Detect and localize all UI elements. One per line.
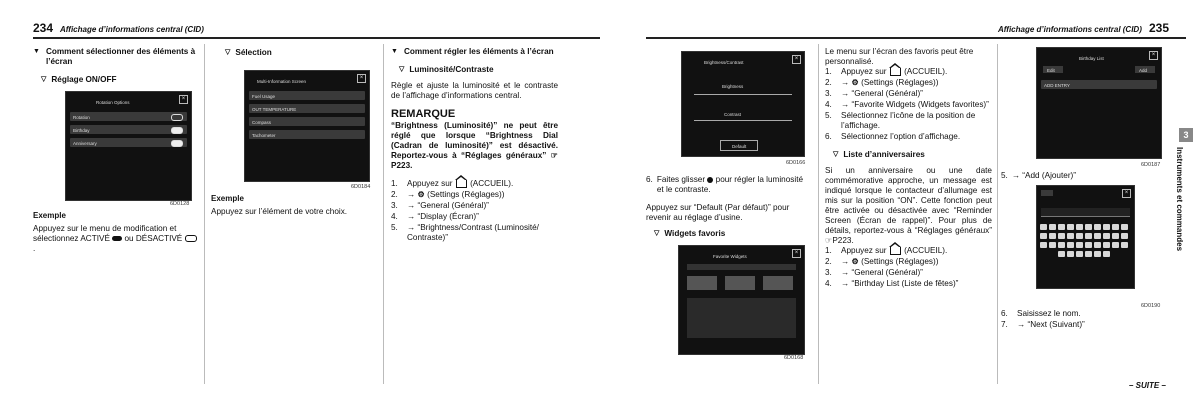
keyboard-key[interactable] — [1076, 251, 1083, 257]
figure-birthday-list — [1004, 47, 1164, 171]
keyboard-key[interactable] — [1067, 242, 1074, 248]
figure-onoff — [33, 91, 198, 209]
step-item: 4. → “Birthday List (Liste de fêtes)” — [825, 279, 959, 288]
keyboard-key[interactable] — [1085, 242, 1092, 248]
triangle-outline-icon: ▽ — [225, 49, 231, 56]
toggle-on-icon[interactable] — [171, 127, 183, 134]
screen-title: Favorite Widgets — [713, 254, 747, 259]
figure-code: 6D0166 — [786, 160, 806, 166]
close-icon[interactable]: × — [179, 95, 188, 104]
page-number-right: 235 — [1149, 21, 1170, 35]
section-heading — [391, 47, 558, 57]
keyboard-key[interactable] — [1121, 233, 1128, 239]
step-item: 2. → ⚙ (Settings (Réglages)) — [391, 190, 505, 199]
screen-row[interactable]: Birthday — [70, 125, 187, 134]
keyboard-key[interactable] — [1058, 233, 1065, 239]
keyboard-key[interactable] — [1049, 242, 1056, 248]
add-button[interactable]: Add — [1135, 66, 1155, 73]
keyboard-key[interactable] — [1112, 242, 1119, 248]
body-text: Le menu sur l’écran des favoris peut être personnalisé. — [825, 47, 974, 66]
figure-selection — [211, 64, 376, 192]
step-item: 2. → ⚙ (Settings (Réglages)) — [825, 257, 939, 266]
section-title: Comment sélectionner des éléments à l’écran — [45, 47, 196, 66]
keyboard-key[interactable] — [1076, 224, 1083, 230]
right-col-1 — [646, 47, 811, 363]
screen-text — [687, 264, 796, 270]
keyboard-key[interactable] — [1112, 233, 1119, 239]
body-text: Appuyez sur “Default (Par défaut)” pour revenir au réglage d’usine. — [646, 203, 790, 222]
keyboard-key[interactable] — [1103, 233, 1110, 239]
home-icon — [890, 247, 901, 255]
screen-favorite-widgets — [678, 245, 805, 355]
body-text: Appuyez sur le menu de modification et sélectionnez ACTIVÉ ou DÉSACTIVÉ . — [33, 224, 198, 254]
subsection-heading — [225, 48, 376, 58]
screen-title: Rotation Options — [96, 100, 130, 105]
step-item: 3. → “General (Général)” — [825, 268, 923, 277]
screen-label: Contrast — [724, 112, 742, 117]
figure-widgets — [646, 245, 811, 363]
screen-row[interactable]: Rotation — [70, 112, 187, 121]
default-button[interactable]: Default — [720, 140, 758, 151]
keyboard-key[interactable] — [1103, 251, 1110, 257]
subsection-title: Widgets favoris — [664, 229, 726, 238]
step-item: 1. Appuyez sur (ACCUEIL). — [825, 246, 948, 255]
subsection-heading — [833, 150, 992, 160]
figure-code: 6D0128 — [170, 201, 190, 207]
widget-slot[interactable] — [763, 276, 793, 290]
keyboard-key[interactable] — [1049, 233, 1056, 239]
keyboard-key[interactable] — [1121, 224, 1128, 230]
gear-icon: ⚙ — [851, 78, 859, 87]
close-icon[interactable]: × — [357, 74, 366, 83]
left-col-1 — [33, 47, 198, 254]
keyboard-key[interactable] — [1067, 224, 1074, 230]
contrast-slider[interactable] — [694, 120, 792, 121]
widget-slot[interactable] — [687, 276, 717, 290]
right-page — [600, 0, 1200, 402]
keyboard-key[interactable] — [1067, 233, 1074, 239]
triangle-icon: ▼ — [391, 48, 398, 55]
keyboard-key[interactable] — [1058, 251, 1065, 257]
body-text: Règle et ajuste la luminosité et le contraste de l’affichage d’informations central. — [391, 81, 558, 100]
right-col-3 — [1001, 47, 1164, 331]
triangle-outline-icon: ▽ — [654, 230, 660, 237]
keyboard-key[interactable] — [1040, 233, 1047, 239]
keyboard-key[interactable] — [1058, 224, 1065, 230]
body-text: Si un anniversaire ou une date commémorative approche, un message est indiqué lorsque le contacteur d’allumage est mis sur la position “ON”. Cette fonction peut être activée ou désactivée avec “Reminder Screen (Écran de rappel)”. Pour plus de détails, reportez-vous à “Réglages généraux” ☞P223. — [825, 166, 992, 245]
column-divider — [204, 44, 205, 384]
keyboard-key[interactable] — [1103, 224, 1110, 230]
step-list — [825, 246, 992, 289]
subsection-title: Liste d’anniversaires — [843, 150, 925, 159]
keyboard-key[interactable] — [1040, 224, 1047, 230]
subsection-heading — [41, 75, 198, 85]
close-icon[interactable]: × — [792, 249, 801, 258]
keyboard-key[interactable] — [1076, 242, 1083, 248]
page-number-left: 234 — [33, 21, 54, 35]
subsection-heading — [654, 229, 811, 239]
keyboard-key[interactable] — [1049, 224, 1056, 230]
remark-title: REMARQUE — [391, 108, 456, 120]
screen-title: Birthday List — [1079, 56, 1104, 61]
screen-keyboard — [1036, 185, 1135, 289]
keyboard[interactable] — [1040, 224, 1130, 264]
widget-grid — [687, 298, 796, 338]
step-item: 5. → “Add (Ajouter)” — [1001, 171, 1076, 180]
toggle-icon[interactable] — [171, 114, 183, 121]
screen-row[interactable]: ADD ENTRY — [1041, 80, 1157, 89]
triangle-outline-icon: ▽ — [399, 66, 405, 73]
step-item: 1. Appuyez sur (ACCUEIL). — [825, 67, 948, 76]
subsection-title: Réglage ON/OFF — [51, 75, 117, 84]
subsection-title: Sélection — [235, 48, 272, 57]
subsection-title: Luminosité/Contraste — [409, 65, 494, 74]
column-divider — [997, 44, 998, 384]
figure-caption: Exemple — [33, 211, 66, 220]
screen-row[interactable]: Anniversary — [70, 138, 187, 147]
keyboard-key[interactable] — [1094, 251, 1101, 257]
triangle-icon: ▼ — [33, 48, 40, 55]
widget-slot[interactable] — [725, 276, 755, 290]
screen-row[interactable]: Fuel Usage — [249, 91, 365, 100]
keyboard-key[interactable] — [1085, 233, 1092, 239]
keyboard-key[interactable] — [1094, 242, 1101, 248]
step-item: 3. → “General (Général)” — [391, 201, 489, 210]
step-list — [391, 179, 558, 243]
name-input[interactable] — [1041, 208, 1130, 217]
figure-code: 6D0184 — [351, 184, 371, 190]
step-item: 3. → “General (Général)” — [825, 89, 923, 98]
keyboard-key[interactable] — [1040, 242, 1047, 248]
step-item: 7. → “Next (Suivant)” — [1001, 320, 1085, 329]
keyboard-key[interactable] — [1058, 242, 1065, 248]
step-item: 6. Saisissez le nom. — [1001, 309, 1081, 318]
body-text: Appuyez sur l’élément de votre choix. — [211, 207, 348, 216]
close-icon[interactable]: × — [792, 55, 801, 64]
keyboard-key[interactable] — [1103, 242, 1110, 248]
keyboard-key[interactable] — [1094, 233, 1101, 239]
slider-knob-icon — [707, 177, 713, 183]
home-icon — [890, 68, 901, 76]
section-heading — [33, 47, 198, 67]
keyboard-key[interactable] — [1094, 224, 1101, 230]
close-icon[interactable]: × — [1149, 51, 1158, 60]
figure-code: 6D0168 — [784, 355, 804, 361]
gear-icon: ⚙ — [851, 257, 859, 266]
figure-code: 6D0187 — [1141, 162, 1161, 168]
step-item: 2. → ⚙ (Settings (Réglages)) — [825, 78, 939, 87]
back-button[interactable] — [1041, 190, 1053, 196]
subsection-heading — [399, 65, 558, 75]
screen-title: Brightness/Contrast — [704, 60, 744, 65]
header-rule-right — [646, 37, 1186, 39]
header-rule-left — [33, 37, 600, 39]
step-item: 1. Appuyez sur (ACCUEIL). — [391, 179, 514, 188]
screen-row[interactable]: Tachometer — [249, 130, 365, 139]
keyboard-key[interactable] — [1076, 233, 1083, 239]
toggle-on-icon[interactable] — [171, 140, 183, 147]
keyboard-key[interactable] — [1085, 251, 1092, 257]
screen-label: Brightness — [722, 84, 744, 89]
step-list — [1001, 309, 1164, 330]
header-title-left: Affichage d’informations central (CID) — [60, 25, 204, 34]
brightness-slider[interactable] — [694, 94, 792, 95]
header-title-right: Affichage d’informations central (CID) — [998, 25, 1142, 34]
step-item: 5. → “Brightness/Contrast (Luminosité/ Contraste)” — [391, 223, 539, 242]
toggle-on-icon — [112, 236, 122, 241]
figure-keyboard — [1004, 185, 1164, 309]
step-item: 5. Sélectionnez l’icône de la position de l’affichage. — [825, 111, 976, 130]
step-list — [825, 67, 992, 142]
left-col-3 — [391, 47, 558, 244]
gear-icon: ⚙ — [417, 190, 425, 199]
remark-body: “Brightness (Luminosité)” ne peut être réglé que lorsque “Brightness Dial (Cadran de luminosité)” est désactivé. Reportez-vous à “Réglages généraux” ☞P223. — [391, 121, 558, 170]
figure-brightness — [646, 47, 811, 167]
keyboard-key[interactable] — [1085, 224, 1092, 230]
continued-label: – SUITE – — [1129, 381, 1166, 390]
close-icon[interactable]: × — [1122, 189, 1131, 198]
keyboard-key[interactable] — [1067, 251, 1074, 257]
screen-row[interactable]: OUT TEMPERATURE — [249, 104, 365, 113]
chapter-tab: 3 — [1179, 128, 1193, 142]
keyboard-key[interactable] — [1121, 242, 1128, 248]
chapter-label: Instruments et commandes — [1175, 147, 1184, 252]
screen-multi-information — [244, 70, 370, 182]
home-icon — [456, 180, 467, 188]
screen-row[interactable]: Compass — [249, 117, 365, 126]
right-col-2 — [825, 47, 992, 290]
left-col-2 — [211, 47, 376, 217]
column-divider — [818, 44, 819, 384]
screen-rotation-options — [65, 91, 192, 201]
triangle-outline-icon: ▽ — [41, 76, 47, 83]
keyboard-key[interactable] — [1112, 224, 1119, 230]
step-item: 6. Sélectionnez l’option d’affichage. — [825, 132, 961, 141]
figure-caption: Exemple — [211, 194, 244, 203]
screen-birthday-list — [1036, 47, 1162, 159]
step-item: 4. → “Display (Écran)” — [391, 212, 479, 221]
screen-brightness-contrast — [681, 51, 805, 157]
step-item: 6. Faites glisser pour régler la luminosité et le contraste. — [646, 175, 804, 194]
column-divider — [383, 44, 384, 384]
figure-code: 6D0190 — [1141, 303, 1161, 309]
screen-title: Multi-Information Screen — [257, 79, 307, 84]
toggle-off-icon — [185, 235, 197, 242]
section-title: Comment régler les éléments à l’écran — [403, 47, 554, 56]
triangle-outline-icon: ▽ — [833, 151, 839, 158]
edit-button[interactable]: Edit — [1043, 66, 1063, 73]
step-item: 4. → “Favorite Widgets (Widgets favorites)” — [825, 100, 989, 109]
